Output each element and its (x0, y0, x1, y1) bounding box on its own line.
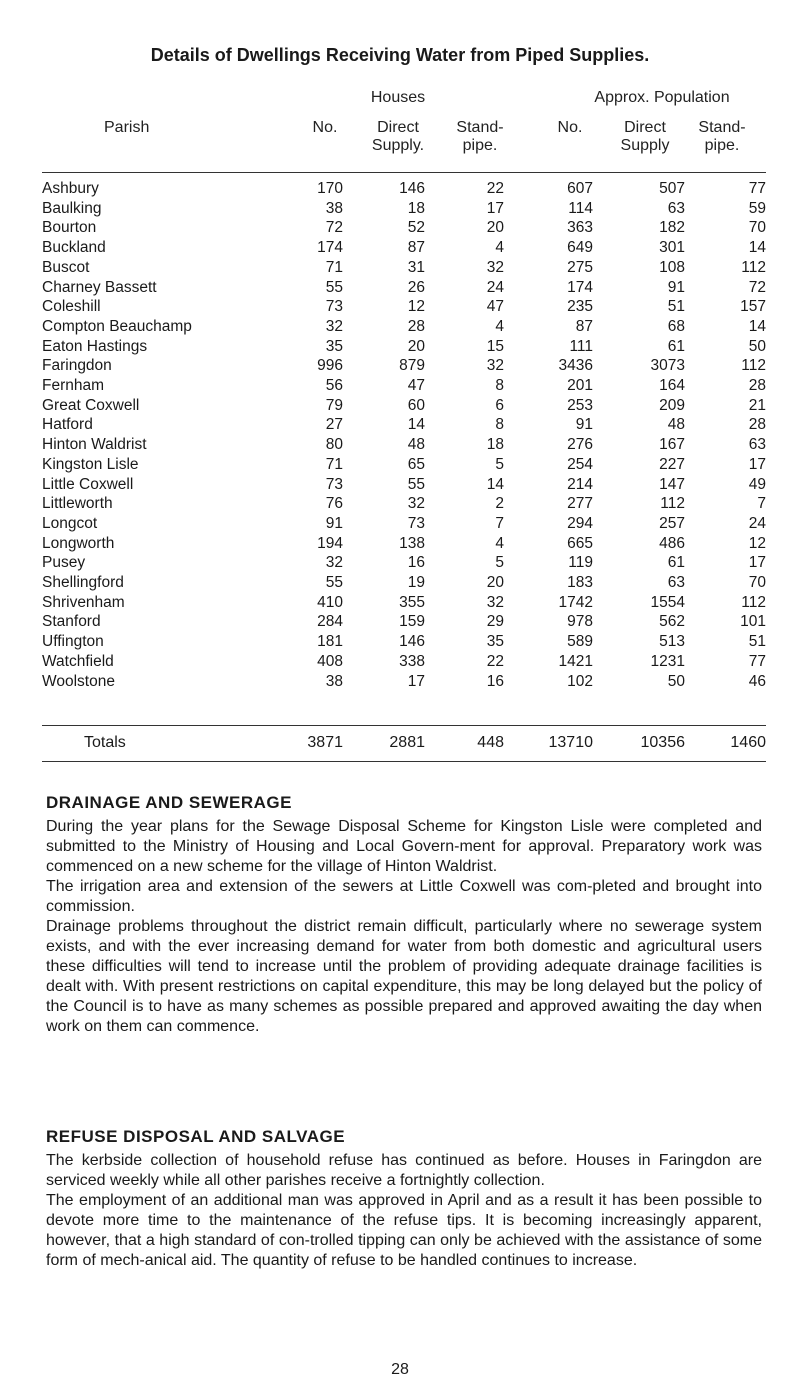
houses-no-cell: 174 (317, 239, 343, 257)
parish-name-cell: Woolstone (42, 672, 115, 690)
population-direct-cell: 50 (667, 672, 685, 690)
table-row (42, 652, 766, 672)
population-direct-column-header (605, 119, 685, 155)
parish-column-header: Parish (104, 119, 150, 136)
page-number: 28 (391, 1361, 409, 1378)
population-no-cell: 119 (568, 554, 593, 572)
houses-no-cell: 71 (325, 258, 343, 276)
houses-no-cell: 194 (317, 534, 343, 552)
houses-standpipe-cell: 15 (486, 337, 504, 355)
population-direct-cell: 51 (667, 298, 685, 316)
table-row (42, 396, 766, 416)
houses-standpipe-cell: 5 (495, 554, 504, 572)
houses-no-cell: 55 (325, 574, 343, 592)
houses-no-cell: 38 (325, 672, 343, 690)
houses-standpipe-cell: 32 (486, 357, 504, 375)
population-direct-cell: 227 (659, 455, 685, 473)
houses-no-cell: 38 (325, 199, 343, 217)
totals-label: Totals (84, 734, 126, 751)
table-row (42, 494, 766, 514)
water-supply-table (42, 179, 766, 691)
houses-no-cell: 170 (317, 180, 343, 197)
population-standpipe-cell: 63 (748, 436, 766, 454)
houses-no-cell: 79 (325, 396, 343, 414)
houses-direct-cell: 19 (407, 574, 425, 592)
population-standpipe-column-header (682, 119, 762, 155)
population-no-cell: 111 (569, 337, 593, 355)
population-direct-cell: 48 (667, 416, 685, 434)
refuse-paragraph-1: The kerbside collection of household refuse has continued as before. Houses in Faringdon are serviced weekly while all other parishes receive a fortnightly collection. (46, 1152, 762, 1189)
population-no-column-header: No. (557, 119, 583, 136)
population-direct-cell: 182 (659, 219, 685, 237)
population-no-cell: 102 (567, 672, 593, 690)
houses-direct-cell: 146 (399, 180, 425, 197)
parish-name-cell: Ashbury (42, 180, 99, 197)
parish-name-cell: Pusey (42, 554, 86, 572)
population-standpipe-cell: 72 (748, 278, 766, 296)
parish-name-cell: Hatford (42, 416, 93, 434)
houses-no-cell: 284 (317, 613, 343, 631)
table-row (42, 415, 766, 435)
houses-standpipe-cell: 4 (495, 534, 504, 552)
houses-direct-cell: 14 (407, 416, 425, 434)
houses-no-cell: 76 (325, 495, 343, 513)
houses-no-cell: 73 (325, 298, 343, 316)
population-direct-cell: 486 (659, 534, 685, 552)
drainage-paragraph-1: During the year plans for the Sewage Disposal Scheme for Kingston Lisle were completed and submitted to the Ministry of Housing and Local Govern-ment for approval. Preparatory work was commenced on a new scheme for the village of Hinton Waldrist. (46, 818, 762, 875)
population-standpipe-cell: 28 (748, 416, 766, 434)
houses-no-cell: 32 (325, 317, 343, 335)
houses-standpipe-header-line2: pipe. (462, 137, 498, 154)
houses-direct-cell: 31 (407, 258, 425, 276)
houses-direct-cell: 32 (407, 495, 425, 513)
table-row (42, 435, 766, 455)
population-standpipe-cell: 50 (748, 337, 766, 355)
houses-direct-header-line1: Direct (377, 119, 419, 136)
population-direct-cell: 301 (659, 239, 685, 257)
parish-name-cell: Coleshill (42, 298, 101, 316)
population-no-cell: 294 (567, 514, 593, 532)
parish-name-cell: Shellingford (42, 574, 124, 592)
population-no-cell: 1742 (558, 593, 593, 611)
population-standpipe-cell: 12 (748, 534, 766, 552)
drainage-paragraph-3: Drainage problems throughout the district remain difficult, particularly where no sewerage system exists, and with the ever increasing demand for water from both domestic and agricultural users these difficulties will tend to increase until the problem of providing adequate drainage facilities is dealt with. With present restrictions on capital expenditure, this may be long delayed but the policy of the Council is to have as many schemes as possible prepared and approved awaiting the day when work on them can commence. (46, 918, 762, 1035)
houses-direct-cell: 73 (407, 514, 425, 532)
document-title: Details of Dwellings Receiving Water from Piped Supplies. (150, 45, 650, 65)
houses-no-cell: 73 (325, 475, 343, 493)
table-row (42, 356, 766, 376)
population-standpipe-cell: 21 (748, 396, 766, 414)
houses-standpipe-cell: 32 (486, 258, 504, 276)
drainage-paragraph-2: The irrigation area and extension of the sewers at Little Coxwell was com-pleted and brought into commission. (46, 878, 762, 915)
houses-direct-cell: 16 (407, 554, 425, 572)
houses-direct-cell: 47 (407, 377, 425, 395)
parish-name-cell: Littleworth (42, 495, 113, 513)
parish-name-cell: Kingston Lisle (42, 455, 139, 473)
table-row (42, 514, 766, 534)
totals-top-rule (42, 725, 766, 726)
houses-no-cell: 181 (317, 633, 343, 651)
table-row (42, 455, 766, 475)
population-direct-cell: 167 (659, 436, 685, 454)
houses-direct-cell: 65 (407, 455, 425, 473)
table-row (42, 278, 766, 298)
houses-direct-cell: 159 (399, 613, 425, 631)
houses-no-cell: 72 (325, 219, 343, 237)
houses-standpipe-cell: 4 (495, 317, 504, 335)
houses-direct-cell: 87 (407, 239, 425, 257)
population-standpipe-cell: 7 (757, 495, 766, 513)
houses-direct-header-line2: Supply. (371, 137, 425, 154)
houses-direct-cell: 55 (407, 475, 425, 493)
houses-direct-cell: 138 (399, 534, 425, 552)
parish-name-cell: Hinton Waldrist (42, 436, 147, 454)
houses-standpipe-cell: 20 (486, 574, 504, 592)
houses-standpipe-cell: 35 (486, 633, 504, 651)
table-row (42, 337, 766, 357)
houses-no-column-header: No. (312, 119, 338, 136)
houses-direct-cell: 879 (399, 357, 425, 375)
houses-direct-cell: 12 (407, 298, 425, 316)
population-standpipe-cell: 112 (741, 357, 766, 375)
parish-name-cell: Longcot (42, 514, 98, 532)
population-direct-cell: 108 (659, 258, 685, 276)
houses-standpipe-cell: 32 (486, 593, 504, 611)
houses-standpipe-cell: 17 (486, 199, 504, 217)
houses-standpipe-header-line1: Stand- (456, 119, 504, 136)
table-row (42, 376, 766, 396)
table-row (42, 573, 766, 593)
population-standpipe-cell: 24 (748, 514, 766, 532)
total-population-standpipe: 1460 (730, 734, 766, 751)
population-standpipe-cell: 17 (748, 455, 766, 473)
population-no-cell: 114 (568, 199, 593, 217)
population-no-cell: 201 (567, 377, 593, 395)
population-direct-cell: 1554 (650, 593, 685, 611)
population-no-cell: 978 (567, 613, 593, 631)
parish-name-cell: Uffington (42, 633, 104, 651)
houses-standpipe-cell: 47 (486, 298, 504, 316)
houses-group-header: Houses (370, 89, 426, 106)
population-no-cell: 174 (567, 278, 593, 296)
population-no-cell: 665 (567, 534, 593, 552)
population-standpipe-cell: 17 (748, 554, 766, 572)
population-standpipe-header-line1: Stand- (698, 119, 746, 136)
houses-no-cell: 56 (325, 377, 343, 395)
table-row (42, 534, 766, 554)
table-row (42, 475, 766, 495)
population-direct-header-line1: Direct (624, 119, 666, 136)
population-standpipe-cell: 28 (748, 377, 766, 395)
population-standpipe-cell: 49 (748, 475, 766, 493)
population-direct-cell: 61 (667, 337, 685, 355)
population-standpipe-cell: 51 (748, 633, 766, 651)
population-standpipe-cell: 77 (748, 180, 766, 197)
population-no-cell: 607 (567, 180, 593, 197)
population-direct-cell: 562 (659, 613, 685, 631)
drainage-heading: DRAINAGE AND SEWERAGE (46, 793, 292, 812)
houses-no-cell: 32 (325, 554, 343, 572)
houses-standpipe-cell: 29 (486, 613, 504, 631)
population-no-cell: 91 (575, 416, 593, 434)
population-direct-header-line2: Supply (620, 137, 670, 154)
population-no-cell: 649 (567, 239, 593, 257)
population-direct-cell: 3073 (650, 357, 685, 375)
parish-name-cell: Fernham (42, 377, 105, 395)
parish-name-cell: Buckland (42, 239, 106, 257)
drainage-section (46, 793, 762, 1037)
houses-standpipe-cell: 8 (495, 416, 504, 434)
houses-standpipe-cell: 22 (486, 652, 504, 670)
total-population-direct: 10356 (640, 734, 685, 751)
population-no-cell: 253 (567, 396, 593, 414)
totals-row (42, 734, 766, 758)
houses-standpipe-cell: 8 (495, 377, 504, 395)
houses-standpipe-cell: 22 (486, 180, 504, 197)
population-direct-cell: 513 (659, 633, 685, 651)
refuse-heading: REFUSE DISPOSAL AND SALVAGE (46, 1127, 346, 1146)
total-houses-direct: 2881 (389, 734, 425, 751)
table-row (42, 612, 766, 632)
table-row (42, 297, 766, 317)
parish-name-cell: Compton Beauchamp (42, 317, 192, 335)
houses-no-cell: 55 (325, 278, 343, 296)
population-direct-cell: 61 (667, 554, 685, 572)
population-standpipe-cell: 14 (748, 239, 766, 257)
houses-direct-cell: 355 (399, 593, 425, 611)
population-standpipe-cell: 70 (748, 574, 766, 592)
houses-direct-column-header (358, 119, 438, 155)
population-standpipe-cell: 157 (740, 298, 766, 316)
houses-no-cell: 410 (317, 593, 343, 611)
parish-name-cell: Bourton (42, 219, 97, 237)
houses-no-cell: 91 (325, 514, 343, 532)
parish-name-cell: Longworth (42, 534, 115, 552)
parish-name-cell: Eaton Hastings (42, 337, 148, 355)
houses-direct-cell: 338 (399, 652, 425, 670)
population-direct-cell: 257 (659, 514, 685, 532)
population-no-cell: 275 (567, 258, 593, 276)
population-group-header: Approx. Population (594, 89, 730, 106)
table-row (42, 179, 766, 199)
houses-direct-cell: 48 (407, 436, 425, 454)
table-row (42, 632, 766, 652)
houses-direct-cell: 60 (407, 396, 425, 414)
houses-standpipe-cell: 18 (486, 436, 504, 454)
table-row (42, 672, 766, 692)
population-direct-cell: 63 (667, 574, 685, 592)
population-direct-cell: 507 (659, 180, 685, 197)
houses-standpipe-cell: 24 (486, 278, 504, 296)
houses-direct-cell: 17 (407, 672, 425, 690)
table-row (42, 317, 766, 337)
population-direct-cell: 209 (659, 396, 685, 414)
houses-direct-cell: 26 (407, 278, 425, 296)
refuse-paragraph-2: The employment of an additional man was approved in April and as a result it has been possible to devote more time to the maintenance of the refuse tips. It is becoming increasingly apparent, however, that a high standard of con-trolled tipping can only be achieved with the assistance of some form of mech-anical aid. The quantity of refuse to be handled continues to increase. (46, 1192, 762, 1269)
houses-direct-cell: 18 (407, 199, 425, 217)
total-houses-standpipe: 448 (477, 734, 504, 751)
houses-standpipe-cell: 14 (486, 475, 504, 493)
population-no-cell: 235 (567, 298, 593, 316)
population-no-cell: 363 (567, 219, 593, 237)
population-standpipe-cell: 59 (748, 199, 766, 217)
population-direct-cell: 164 (659, 377, 685, 395)
houses-direct-cell: 28 (407, 317, 425, 335)
table-row (42, 553, 766, 573)
houses-standpipe-cell: 6 (495, 396, 504, 414)
houses-standpipe-column-header (440, 119, 520, 155)
table-row (42, 199, 766, 219)
population-no-cell: 87 (575, 317, 593, 335)
houses-no-cell: 80 (325, 436, 343, 454)
parish-name-cell: Watchfield (42, 652, 114, 670)
population-direct-cell: 112 (660, 495, 685, 513)
refuse-section (46, 1127, 762, 1271)
houses-direct-cell: 52 (407, 219, 425, 237)
total-houses-no: 3871 (307, 734, 343, 751)
population-direct-cell: 91 (667, 278, 685, 296)
population-standpipe-cell: 70 (748, 219, 766, 237)
population-direct-cell: 1231 (650, 652, 685, 670)
parish-name-cell: Charney Bassett (42, 278, 157, 296)
population-no-cell: 214 (567, 475, 593, 493)
population-standpipe-cell: 112 (741, 258, 766, 276)
table-row (42, 593, 766, 613)
water-supply-table-body (42, 179, 766, 691)
houses-standpipe-cell: 5 (495, 455, 504, 473)
population-no-cell: 254 (567, 455, 593, 473)
population-direct-cell: 147 (659, 475, 685, 493)
houses-no-cell: 71 (325, 455, 343, 473)
parish-name-cell: Shrivenham (42, 593, 125, 611)
population-standpipe-cell: 101 (740, 613, 766, 631)
population-standpipe-cell: 77 (748, 652, 766, 670)
houses-no-cell: 408 (317, 652, 343, 670)
population-direct-cell: 63 (667, 199, 685, 217)
population-direct-cell: 68 (667, 317, 685, 335)
population-standpipe-cell: 14 (748, 317, 766, 335)
houses-standpipe-cell: 16 (486, 672, 504, 690)
population-standpipe-header-line2: pipe. (704, 137, 740, 154)
houses-direct-cell: 20 (407, 337, 425, 355)
table-row (42, 238, 766, 258)
parish-name-cell: Stanford (42, 613, 101, 631)
totals-bottom-rule (42, 761, 766, 762)
parish-name-cell: Buscot (42, 258, 90, 276)
houses-direct-cell: 146 (399, 633, 425, 651)
houses-standpipe-cell: 20 (486, 219, 504, 237)
parish-name-cell: Great Coxwell (42, 396, 140, 414)
table-row (42, 218, 766, 238)
table-row (42, 258, 766, 278)
header-rule (42, 172, 766, 173)
parish-name-cell: Faringdon (42, 357, 112, 375)
houses-no-cell: 996 (317, 357, 343, 375)
houses-standpipe-cell: 7 (495, 514, 504, 532)
population-standpipe-cell: 112 (741, 593, 766, 611)
houses-standpipe-cell: 4 (495, 239, 504, 257)
population-no-cell: 589 (567, 633, 593, 651)
population-standpipe-cell: 46 (748, 672, 766, 690)
houses-no-cell: 35 (325, 337, 343, 355)
population-no-cell: 183 (567, 574, 593, 592)
parish-name-cell: Baulking (42, 199, 102, 217)
population-no-cell: 276 (567, 436, 593, 454)
houses-standpipe-cell: 2 (495, 495, 504, 513)
population-no-cell: 3436 (558, 357, 593, 375)
parish-name-cell: Little Coxwell (42, 475, 134, 493)
population-no-cell: 1421 (558, 652, 593, 670)
population-no-cell: 277 (567, 495, 593, 513)
houses-no-cell: 27 (325, 416, 343, 434)
total-population-no: 13710 (548, 734, 593, 751)
